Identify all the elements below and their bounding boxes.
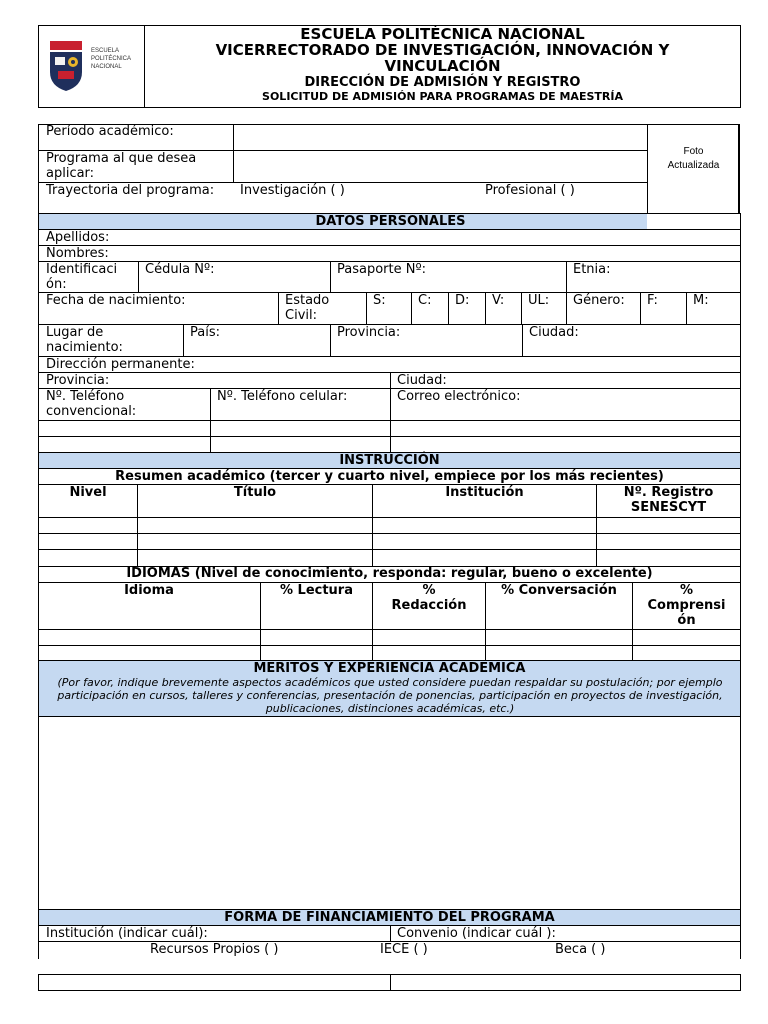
apellidos-label: Apellidos: — [46, 230, 110, 245]
estado-civil-ul[interactable]: UL: — [528, 293, 550, 308]
estado-civil-v[interactable]: V: — [492, 293, 505, 308]
beca-option[interactable]: Beca ( ) — [555, 942, 606, 957]
convenio-field[interactable]: Convenio (indicar cuál ): — [397, 926, 556, 941]
header-titles — [144, 26, 741, 103]
pais-field[interactable]: País: — [190, 325, 220, 340]
identificacion-label: Identificaci ón: — [46, 262, 118, 292]
periodo-label: Período académico: — [46, 124, 174, 139]
idiomas-title: IDIOMAS (Nivel de conocimiento, responda: regular, bueno o excelente) — [126, 566, 653, 581]
title-vinculacion: VINCULACIÓN — [384, 57, 501, 75]
col-conversacion: % Conversación — [501, 583, 617, 598]
col-lectura: % Lectura — [279, 583, 353, 598]
institution-logo — [46, 40, 138, 92]
logo-text-line3: NACIONAL — [91, 64, 122, 70]
correo-label: Correo electrónico: — [397, 389, 521, 404]
meritos-note: (Por favor, indique brevemente aspectos académicos que usted considere puedan respaldar su postulación; por ejemplo participación en cursos, talleres y conferencias, presentación de ponencias, participación en proyectos de investigación, publicaciones, distinciones académicas, etc.) — [57, 676, 723, 715]
title-vicerrectorado: VICERRECTORADO DE INVESTIGACIÓN, INNOVACIÓN Y — [215, 41, 670, 59]
institucion-field[interactable]: Institución (indicar cuál): — [46, 926, 208, 941]
estado-civil-c[interactable]: C: — [418, 293, 432, 308]
col-redaccion: % Redacción — [391, 583, 467, 613]
nombres-label: Nombres: — [46, 246, 109, 261]
personal-section-title: DATOS PERSONALES — [315, 214, 466, 229]
profesional-option[interactable]: Profesional ( ) — [485, 183, 575, 198]
direccion-field[interactable]: Dirección permanente: — [46, 357, 195, 372]
financiamiento-title: FORMA DE FINANCIAMIENTO DEL PROGRAMA — [224, 910, 555, 925]
programa-field[interactable] — [234, 151, 646, 181]
col-idioma: Idioma — [124, 583, 174, 598]
telefono-celular-label: Nº. Teléfono celular: — [217, 389, 348, 404]
shield-icon — [46, 40, 86, 92]
recursos-propios-option[interactable]: Recursos Propios ( ) — [150, 942, 279, 957]
genero-f[interactable]: F: — [647, 293, 658, 308]
provincia2-field[interactable]: Provincia: — [46, 373, 110, 388]
title-solicitud: SOLICITUD DE ADMISIÓN PARA PROGRAMAS DE MAESTRÍA — [262, 90, 623, 103]
col-titulo: Título — [233, 485, 277, 500]
col-nivel: Nivel — [69, 485, 107, 500]
telefono-convencional-label: Nº. Teléfono convencional: — [46, 389, 137, 419]
logo-text-line1: ESCUELA — [91, 48, 120, 54]
title-institution: ESCUELA POLITÉCNICA NACIONAL — [300, 25, 585, 43]
genero-label: Género: — [573, 293, 625, 308]
title-direccion: DIRECCIÓN DE ADMISIÓN Y REGISTRO — [304, 75, 581, 90]
periodo-field[interactable] — [234, 125, 646, 149]
logo-text-line2: POLITÉCNICA — [91, 56, 132, 62]
estado-civil-d[interactable]: D: — [455, 293, 470, 308]
etnia-field[interactable]: Etnia: — [573, 262, 611, 277]
meritos-text-area[interactable] — [39, 717, 740, 909]
investigacion-option[interactable]: Investigación ( ) — [240, 183, 345, 198]
programa-label: Programa al que desea aplicar: — [46, 151, 197, 181]
photo-label: Foto Actualizada — [667, 146, 720, 171]
instruccion-section-title: INSTRUCCIÓN — [339, 453, 440, 468]
fecha-nacimiento-field[interactable]: Fecha de nacimiento: — [46, 293, 186, 308]
pasaporte-field[interactable]: Pasaporte Nº: — [337, 262, 426, 277]
estado-civil-s[interactable]: S: — [373, 293, 386, 308]
genero-m[interactable]: M: — [693, 293, 709, 308]
trayectoria-label: Trayectoria del programa: — [46, 183, 215, 198]
ciudad2-field[interactable]: Ciudad: — [397, 373, 447, 388]
ciudad-field[interactable]: Ciudad: — [529, 325, 579, 340]
meritos-title: MERITOS Y EXPERIENCIA ACADEMICA — [253, 661, 526, 676]
lugar-nacimiento-label: Lugar de nacimiento: — [46, 325, 123, 355]
estado-civil-label: Estado Civil: — [285, 293, 330, 323]
cedula-field[interactable]: Cédula Nº: — [145, 262, 215, 277]
resumen-academico-title: Resumen académico (tercer y cuarto nivel, empiece por los más recientes) — [115, 469, 664, 484]
provincia-field[interactable]: Provincia: — [337, 325, 401, 340]
col-institucion: Institución — [445, 485, 524, 500]
col-comprension: % Comprensi ón — [647, 583, 726, 628]
col-registro-senescyt: Nº. Registro SENESCYT — [623, 485, 714, 515]
iece-option[interactable]: IECE ( ) — [380, 942, 428, 957]
